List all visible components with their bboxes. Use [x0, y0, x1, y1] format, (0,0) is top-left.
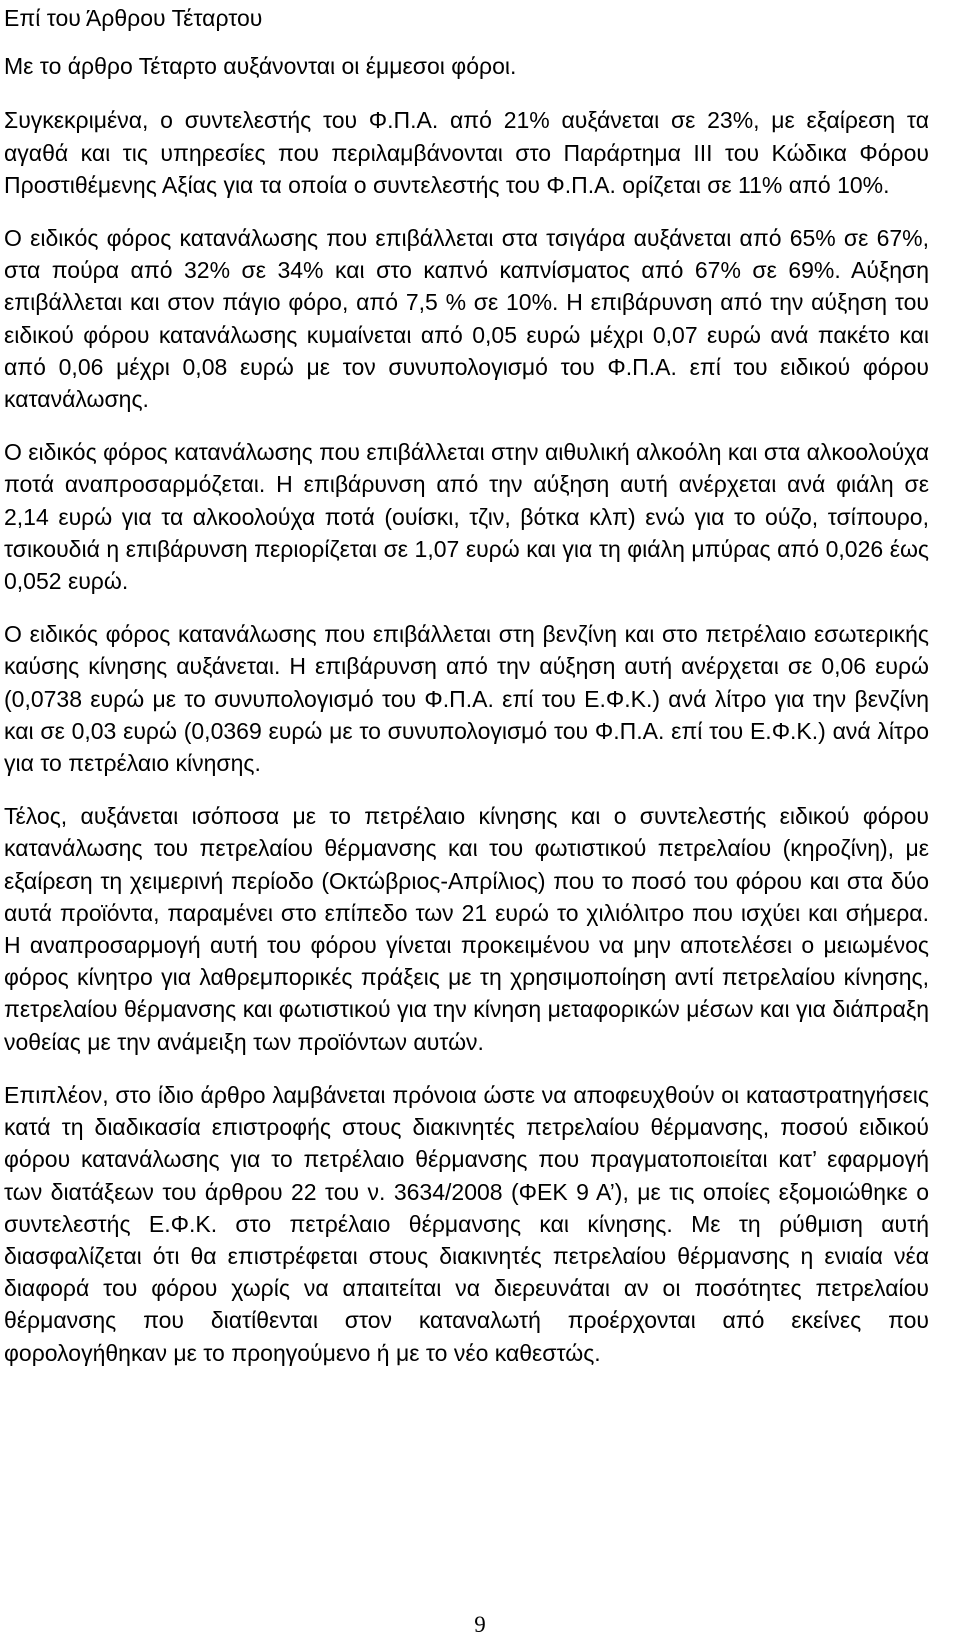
paragraph-tobacco: Ο ειδικός φόρος κατανάλωσης που επιβάλλεται στα τσιγάρα αυξάνεται από 65% σε 67%, στα πούρα από 32% σε 34% και στο καπνό καπνίσματος από 67% σε 69%. Αύξηση επιβάλλεται και στον πάγιο φόρο, από 7,5 % σε 10%. Η επιβάρυνση από την αύξηση του ειδικού φόρου κατανάλωσης κυμαίνεται από 0,05 ευρώ μέχρι 0,07 ευρώ ανά πακέτο και από 0,06 μέχρι 0,08 ευρώ με τον συνυπολογισμό του Φ.Π.Α. επί του ειδικού φόρου κατανάλωσης. [4, 225, 929, 413]
paragraph-intro: Με το άρθρο Τέταρτο αυξάνονται οι έμμεσοι φόροι. [4, 53, 517, 80]
document-body [4, 2, 929, 1390]
paragraph-alcohol: Ο ειδικός φόρος κατανάλωσης που επιβάλλεται στην αιθυλική αλκοόλη και στα αλκοολούχα ποτά αναπροσαρμόζεται. Η επιβάρυνση από την αύξηση αυτή ανέρχεται ανά φιάλη σε 2,14 ευρώ για τα αλκοολούχα ποτά (ουίσκι, τζιν, βότκα κλπ) ενώ για το ούζο, τσίπουρο, τσικουδιά η επιβάρυνση περιορίζεται σε 1,07 ευρώ και για τη φιάλη μπύρας από 0,026 έως 0,052 ευρώ. [4, 439, 929, 595]
paragraph-refund: Επιπλέον, στο ίδιο άρθρο λαμβάνεται πρόνοια ώστε να αποφευχθούν οι καταστρατηγήσεις κατά τη διαδικασία επιστροφής στους διακινητές πετρελαίου θέρμανσης, ποσού ειδικού φόρου κατανάλωσης για το πετρέλαιο θέρμανσης που πραγματοποιείται κατ’ εφαρμογή των διατάξεων του άρθρου 22 του ν. 3634/2008 (ΦΕΚ 9 Α’), με τις οποίες εξομοιώθηκε ο συντελεστής Ε.Φ.Κ. στο πετρέλαιο θέρμανσης και κίνησης. Με τη ρύθμιση αυτή διασφαλίζεται ότι θα επιστρέφεται στους διακινητές πετρελαίου θέρμανσης η ενιαία νέα διαφορά του φόρου χωρίς να απαιτείται να διερευνάται αν οι ποσότητες πετρελαίου θέρμανσης που διατίθενται στον καταναλωτή προέρχονται από εκείνες που φορολογήθηκαν με το προηγούμενο ή με το νέο καθεστώς. [4, 1081, 929, 1366]
section-heading: Επί του Άρθρου Τέταρτου [4, 5, 263, 31]
paragraph-vat: Συγκεκριμένα, ο συντελεστής του Φ.Π.Α. από 21% αυξάνεται σε 23%, με εξαίρεση τα αγαθά και τις υπηρεσίες που περιλαμβάνονται στο Παράρτημα ΙΙΙ του Κώδικα Φόρου Προστιθέμενης Αξίας για τα οποία ο συντελεστής του Φ.Π.Α. ορίζεται σε 11% από 10%. [4, 107, 929, 198]
paragraph-fuel: Ο ειδικός φόρος κατανάλωσης που επιβάλλεται στη βενζίνη και στο πετρέλαιο εσωτερικής καύσης κίνησης αυξάνεται. Η επιβάρυνση από την αύξηση αυτή ανέρχεται σε 0,06 ευρώ (0,0738 ευρώ με το συνυπολογισμό του Φ.Π.Α. επί του Ε.Φ.Κ.) ανά λίτρο για την βενζίνη και σε 0,03 ευρώ (0,0369 ευρώ με το συνυπολογισμό του Φ.Π.Α. επί του Ε.Φ.Κ.) ανά λίτρο για το πετρέλαιο κίνησης. [4, 621, 929, 777]
page-number: 9 [474, 1612, 486, 1637]
paragraph-heating-oil: Τέλος, αυξάνεται ισόποσα με το πετρέλαιο κίνησης και ο συντελεστής ειδικού φόρου κατανάλωσης του πετρελαίου θέρμανσης και του φωτιστικού πετρελαίου (κηροζίνη), με εξαίρεση τη χειμερινή περίοδο (Οκτώβριος-Απρίλιος) που το ποσό του φόρου και στα δύο αυτά προϊόντα, παραμένει στο επίπεδο των 21 ευρώ το χιλιόλιτρο που ισχύει και σήμερα. Η αναπροσαρμογή αυτή του φόρου γίνεται προκειμένου να μην αποτελέσει ο μειωμένος φόρος κίνητρο για λαθρεμπορικές πράξεις με τη χρησιμοποίηση αντί πετρελαίου κίνησης, πετρελαίου θέρμανσης και φωτιστικού για την κίνηση μεταφορικών μέσων και για διάπραξη νοθείας με την ανάμειξη των προϊόντων αυτών. [4, 803, 929, 1055]
